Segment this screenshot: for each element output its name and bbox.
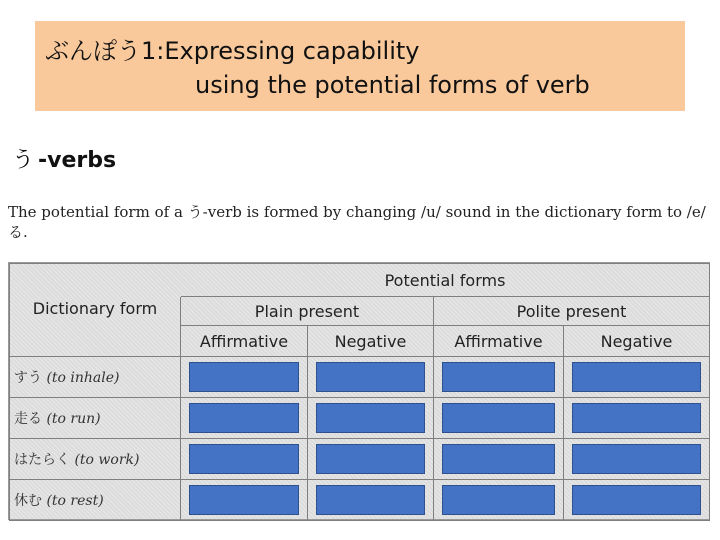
section-label: -verbs bbox=[38, 148, 117, 173]
answer-mask[interactable] bbox=[316, 403, 425, 433]
answer-cell[interactable] bbox=[181, 398, 308, 439]
header-plain-affirmative: Affirmative bbox=[181, 326, 308, 357]
verb-cell bbox=[10, 357, 181, 398]
answer-mask[interactable] bbox=[442, 485, 555, 515]
header-polite-affirmative: Affirmative bbox=[434, 326, 564, 357]
answer-mask[interactable] bbox=[316, 485, 425, 515]
answer-cell[interactable] bbox=[434, 480, 564, 521]
table-row bbox=[10, 439, 710, 480]
answer-cell[interactable] bbox=[308, 439, 434, 480]
answer-cell[interactable] bbox=[434, 439, 564, 480]
answer-mask[interactable] bbox=[572, 362, 701, 392]
answer-mask[interactable] bbox=[189, 444, 299, 474]
verb-dictionary-form: 休む bbox=[14, 493, 42, 509]
table-row bbox=[10, 357, 710, 398]
answer-mask[interactable] bbox=[442, 403, 555, 433]
answer-cell[interactable] bbox=[564, 398, 710, 439]
verb-meaning: (to inhale) bbox=[46, 370, 120, 386]
verb-dictionary-form: 走る bbox=[14, 411, 42, 427]
answer-mask[interactable] bbox=[189, 485, 299, 515]
answer-mask[interactable] bbox=[189, 403, 299, 433]
verb-meaning: (to work) bbox=[74, 452, 140, 468]
description-text: The potential form of a う-verb is formed by changing /u/ sound in the dictionary form to /e/ る. bbox=[8, 203, 706, 241]
verb-cell bbox=[10, 439, 181, 480]
answer-mask[interactable] bbox=[572, 403, 701, 433]
verb-meaning: (to rest) bbox=[46, 493, 104, 509]
answer-mask[interactable] bbox=[442, 444, 555, 474]
header-polite-negative: Negative bbox=[564, 326, 710, 357]
answer-cell[interactable] bbox=[308, 398, 434, 439]
title-banner bbox=[35, 21, 685, 111]
header-plain-present: Plain present bbox=[181, 297, 434, 326]
verb-meaning: (to run) bbox=[46, 411, 101, 427]
answer-cell[interactable] bbox=[434, 398, 564, 439]
answer-mask[interactable] bbox=[572, 444, 701, 474]
conjugation-table bbox=[8, 262, 710, 520]
section-kana: う bbox=[12, 148, 35, 173]
table-row bbox=[10, 398, 710, 439]
verb-dictionary-form: すう bbox=[14, 370, 42, 386]
answer-cell[interactable] bbox=[181, 357, 308, 398]
title-line-1: ぶんぽう1:Expressing capability bbox=[45, 37, 420, 65]
verb-dictionary-form: はたらく bbox=[14, 452, 70, 468]
answer-mask[interactable] bbox=[316, 362, 425, 392]
header-polite-present: Polite present bbox=[434, 297, 710, 326]
verb-cell bbox=[10, 398, 181, 439]
header-potential-forms: Potential forms bbox=[181, 264, 710, 297]
header-corner bbox=[10, 264, 181, 297]
table-row bbox=[10, 480, 710, 521]
header-dictionary-form: Dictionary form bbox=[10, 297, 181, 357]
answer-mask[interactable] bbox=[572, 485, 701, 515]
section-heading bbox=[12, 143, 116, 174]
answer-cell[interactable] bbox=[181, 439, 308, 480]
answer-cell[interactable] bbox=[308, 480, 434, 521]
answer-cell[interactable] bbox=[308, 357, 434, 398]
answer-cell[interactable] bbox=[564, 357, 710, 398]
verb-cell bbox=[10, 480, 181, 521]
answer-mask[interactable] bbox=[189, 362, 299, 392]
answer-cell[interactable] bbox=[564, 439, 710, 480]
answer-cell[interactable] bbox=[564, 480, 710, 521]
answer-cell[interactable] bbox=[434, 357, 564, 398]
title-line-2: using the potential forms of verb bbox=[195, 71, 590, 99]
answer-mask[interactable] bbox=[316, 444, 425, 474]
answer-mask[interactable] bbox=[442, 362, 555, 392]
header-plain-negative: Negative bbox=[308, 326, 434, 357]
answer-cell[interactable] bbox=[181, 480, 308, 521]
